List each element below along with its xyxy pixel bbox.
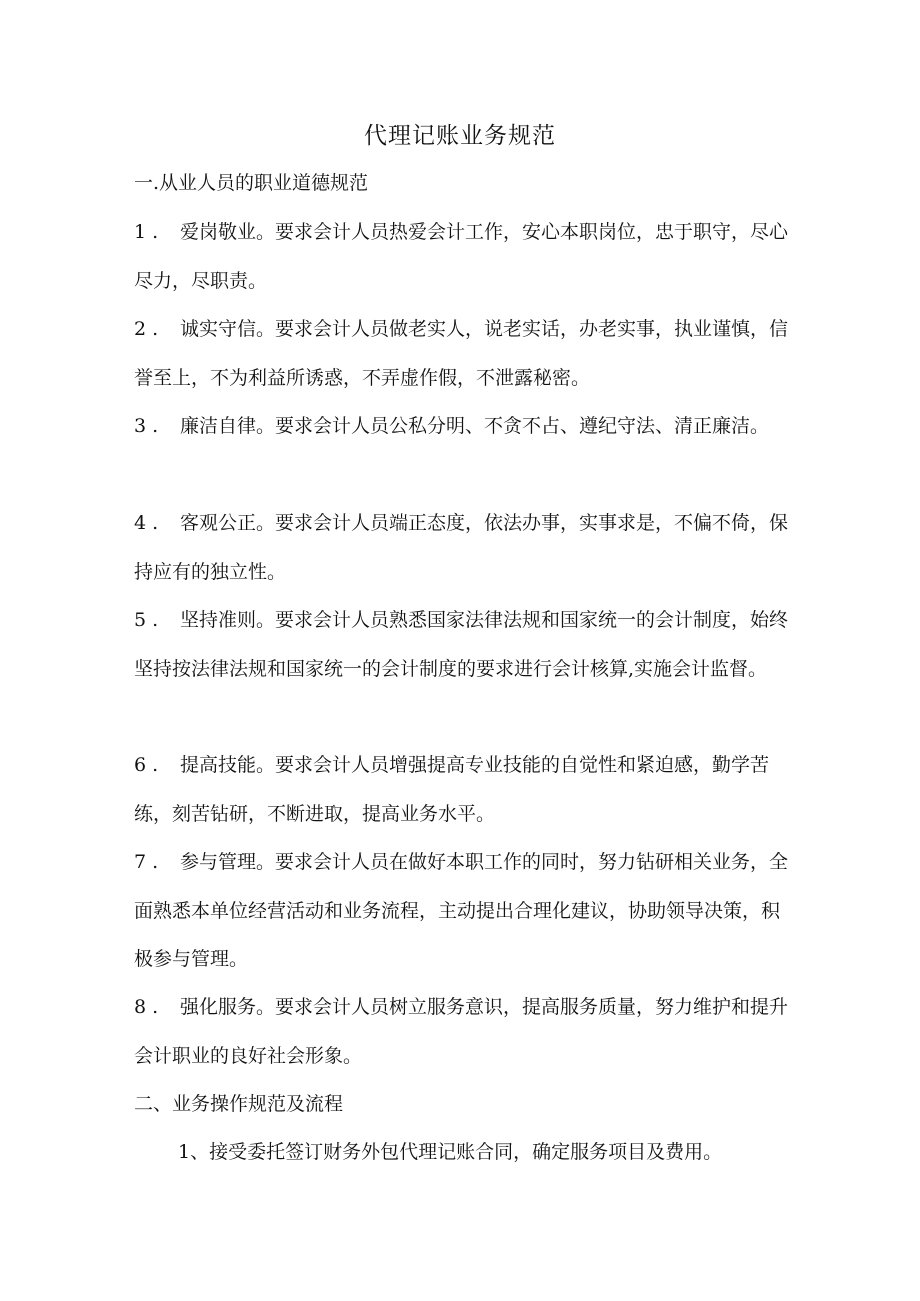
item-number: 5 . <box>134 609 159 631</box>
item-text: 强化服务。要求会计人员树立服务意识，提高服务质量，努力维护和提升会计职业的良好社会形象。 <box>134 996 789 1067</box>
section-heading-1: 一.从业人员的职业道德规范 <box>134 172 369 194</box>
process-step-1: 1、接受委托签订财务外包代理记账合同，确定服务项目及费用。 <box>178 1141 723 1163</box>
item-text: 参与管理。要求会计人员在做好本职工作的同时，努力钻研相关业务，全面熟悉本单位经营活动和业务流程，主动提出合理化建议，协助领导决策，积极参与管理。 <box>134 851 789 970</box>
paragraph-item-3 <box>134 402 794 451</box>
item-number: 7 . <box>134 851 159 873</box>
item-text: 提高技能。要求会计人员增强提高专业技能的自觉性和紧迫感，勤学苦练，刻苦钻研，不断进取，提高业务水平。 <box>134 754 770 825</box>
item-text: 坚持准则。要求会计人员熟悉国家法律法规和国家统一的会计制度，始终坚持按法律法规和国家统一的会计制度的要求进行会计核算,实施会计监督。 <box>134 609 789 680</box>
item-text: 诚实守信。要求会计人员做老实人，说老实话，办老实事，执业谨慎，信誉至上，不为利益所诱惑，不弄虚作假，不泄露秘密。 <box>134 318 789 389</box>
item-number: 1 . <box>134 221 159 243</box>
item-number: 3 . <box>134 415 159 437</box>
paragraph-item-7 <box>134 838 794 984</box>
item-number: 4 . <box>134 512 159 534</box>
item-number: 8 . <box>134 996 159 1018</box>
item-text: 廉洁自律。要求会计人员公私分明、不贪不占、遵纪守法、清正廉洁。 <box>180 415 770 437</box>
item-text: 爱岗敬业。要求会计人员热爱会计工作，安心本职岗位，忠于职守，尽心尽力，尽职责。 <box>134 221 789 292</box>
paragraph-item-1 <box>134 208 794 305</box>
section-heading-2: 二、业务操作规范及流程 <box>134 1093 344 1115</box>
paragraph-item-2 <box>134 305 794 402</box>
item-text: 客观公正。要求会计人员端正态度，依法办事，实事求是，不偏不倚，保持应有的独立性。 <box>134 512 789 583</box>
item-number: 6 . <box>134 754 159 776</box>
item-number: 2 . <box>134 318 159 340</box>
document-title: 代理记账业务规范 <box>364 123 556 149</box>
paragraph-item-6 <box>134 741 794 838</box>
paragraph-item-8 <box>134 983 794 1080</box>
paragraph-item-4 <box>134 499 794 596</box>
paragraph-item-5 <box>134 596 794 693</box>
